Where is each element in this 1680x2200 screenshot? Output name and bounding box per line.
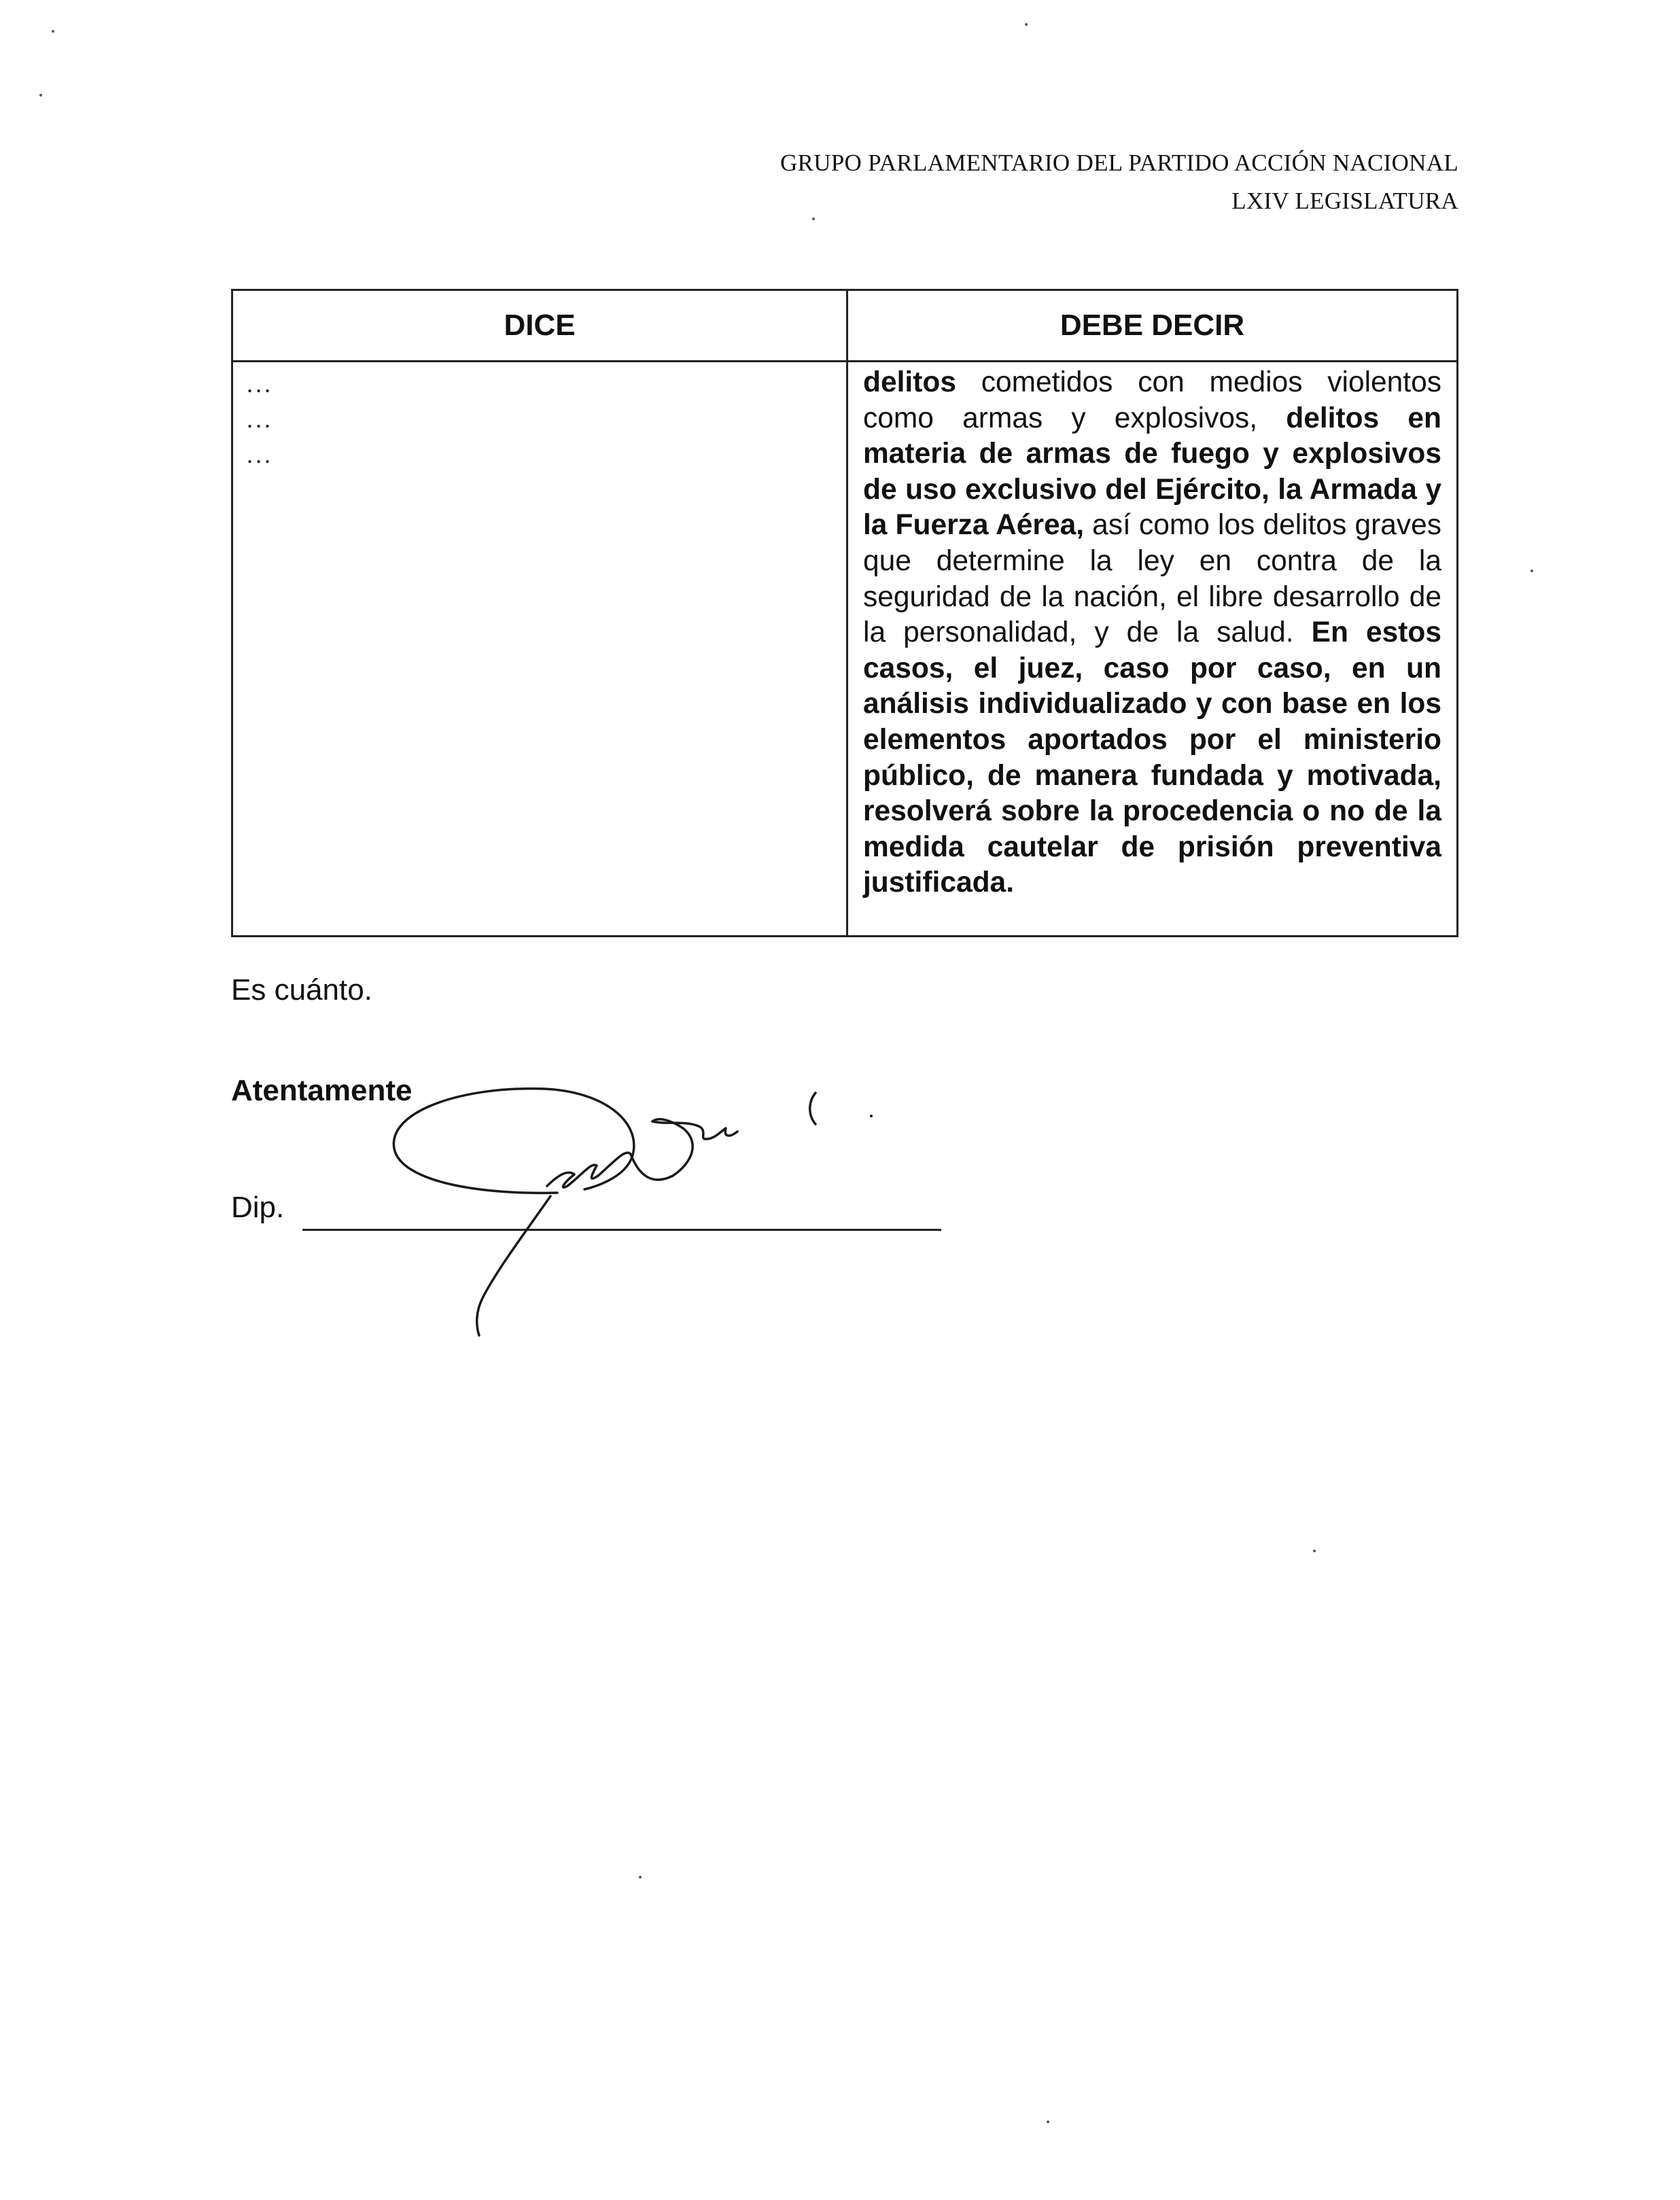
- comparison-table: [231, 289, 1458, 937]
- ellipsis-line: ...: [247, 441, 273, 468]
- bold-segment: delitos en materia de armas de fuego y explosivos de uso exclusivo del Ejército, la Armada y la Fuerza Aérea,: [863, 402, 1441, 542]
- scan-speck: [1025, 23, 1028, 26]
- scan-speck: [1530, 570, 1533, 572]
- dice-cell: [232, 362, 847, 937]
- table-row: [232, 362, 1458, 937]
- column-header-debe-decir: DEBE DECIR: [847, 290, 1458, 362]
- ellipsis-line: ...: [247, 406, 273, 433]
- text-segment: así como los delitos graves que determine la ley en contra de la seguridad de la nación, el libre desarrollo de la personalidad, y de la salud.: [863, 509, 1442, 649]
- bold-segment: En estos casos, el juez, caso por caso, en un análisis individualizado y con base en los elementos aportados por el ministerio público, de manera fundada y motivada, resolverá sobre la procedencia o no de la medida cautelar de prisión preventiva justificada.: [863, 616, 1442, 899]
- column-header-dice: DICE: [232, 290, 847, 362]
- scan-speck: [52, 30, 54, 33]
- debe-decir-cell: [847, 362, 1458, 937]
- handwritten-signature: [381, 1074, 897, 1346]
- dip-label: Dip.: [231, 1191, 285, 1224]
- closing-text: Es cuánto.: [231, 973, 372, 1007]
- header-legislature: LXIV LEGISLATURA: [1231, 188, 1458, 214]
- scan-speck: [1047, 2120, 1049, 2123]
- scan-speck: [639, 1876, 642, 1879]
- text-segment: cometidos con medios violentos como armas y explosivos,: [863, 366, 1441, 434]
- scan-speck: [812, 217, 815, 220]
- header-group: GRUPO PARLAMENTARIO DEL PARTIDO ACCIÓN NACIONAL: [780, 150, 1458, 176]
- ellipsis-line: ...: [247, 370, 273, 398]
- scan-speck: [1313, 1550, 1316, 1552]
- bold-segment: delitos: [863, 366, 956, 398]
- attentively-label: Atentamente: [231, 1074, 413, 1107]
- scan-speck: [39, 94, 42, 97]
- table-header-row: [232, 290, 1458, 362]
- header: [780, 144, 1458, 220]
- debe-decir-text: [863, 365, 1441, 901]
